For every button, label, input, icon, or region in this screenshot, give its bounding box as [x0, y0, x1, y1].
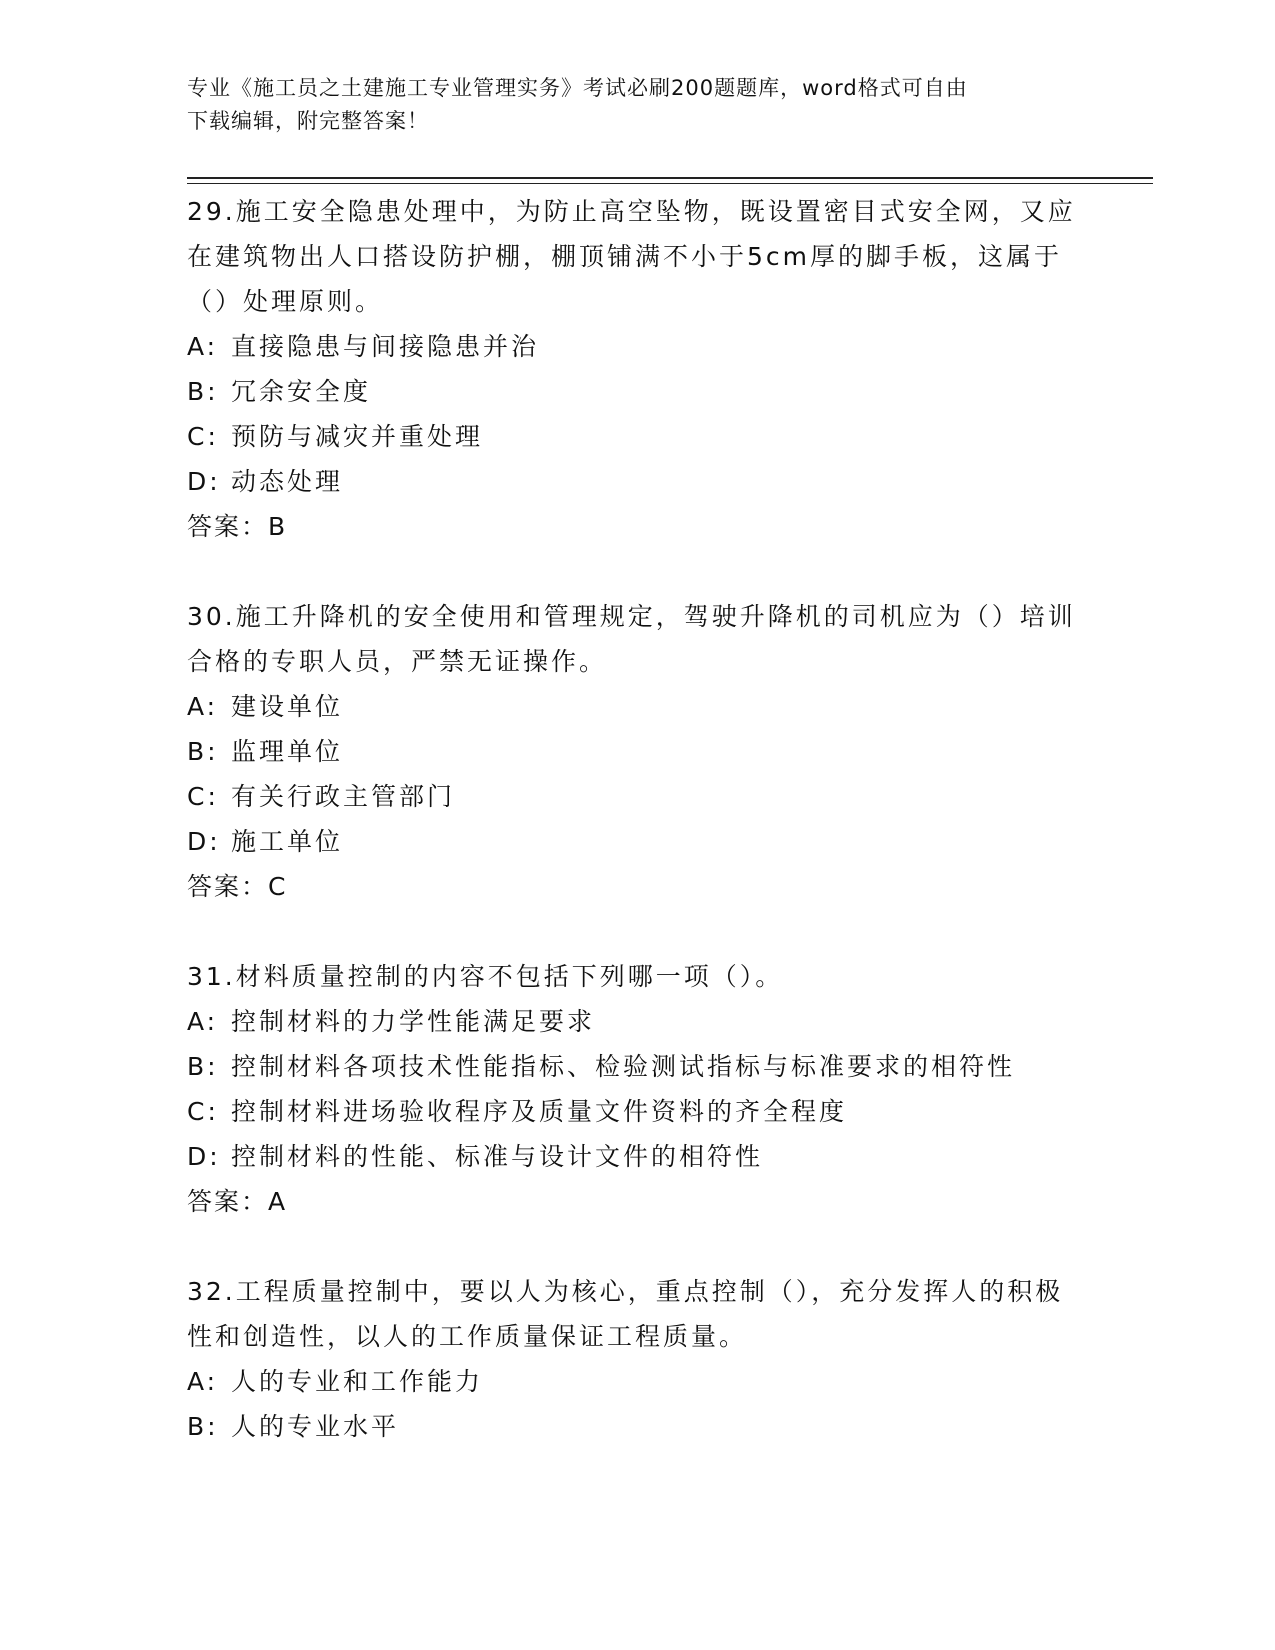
option-a — [187, 999, 1087, 1044]
option-key: A: — [187, 1007, 219, 1036]
spacer — [187, 549, 1087, 594]
question-list — [187, 189, 1087, 1449]
option-text: 施工单位 — [231, 827, 344, 856]
option-d — [187, 819, 1087, 864]
option-key: D: — [187, 467, 221, 496]
option-key: A: — [187, 692, 219, 721]
option-key: C: — [187, 782, 219, 811]
option-key: C: — [187, 1097, 219, 1126]
option-a — [187, 684, 1087, 729]
option-text: 直接隐患与间接隐患并治 — [231, 332, 540, 361]
header-divider-thin — [187, 183, 1153, 184]
question-stem: 30.施工升降机的安全使用和管理规定，驾驶升降机的司机应为（）培训合格的专职人员，严禁无证操作。 — [187, 602, 1076, 676]
answer-line: 答案：A — [187, 1187, 288, 1216]
option-b — [187, 729, 1087, 774]
header-line-2: 下载编辑，附完整答案！ — [187, 109, 429, 133]
spacer — [187, 909, 1087, 954]
answer-line: 答案：C — [187, 872, 288, 901]
option-c — [187, 1089, 1087, 1134]
question-item — [187, 1269, 1087, 1449]
option-key: C: — [187, 422, 219, 451]
option-text: 控制材料的性能、标准与设计文件的相符性 — [231, 1142, 764, 1171]
option-d — [187, 459, 1087, 504]
option-text: 建设单位 — [231, 692, 344, 721]
option-d — [187, 1134, 1087, 1179]
option-text: 控制材料各项技术性能指标、检验测试指标与标准要求的相符性 — [231, 1052, 1016, 1081]
option-c — [187, 414, 1087, 459]
option-c — [187, 774, 1087, 819]
option-text: 控制材料的力学性能满足要求 — [231, 1007, 596, 1036]
option-text: 冗余安全度 — [231, 377, 372, 406]
option-a — [187, 1359, 1087, 1404]
option-a — [187, 324, 1087, 369]
header-line-1: 专业《施工员之土建施工专业管理实务》考试必刷200题题库，word格式可自由 — [187, 76, 968, 100]
option-text: 监理单位 — [231, 737, 344, 766]
option-key: D: — [187, 827, 221, 856]
option-key: A: — [187, 1367, 219, 1396]
option-text: 动态处理 — [231, 467, 344, 496]
option-key: D: — [187, 1142, 221, 1171]
option-key: B: — [187, 377, 219, 406]
question-item — [187, 189, 1087, 549]
header-divider-thick — [187, 177, 1153, 179]
question-stem: 32.工程质量控制中，要以人为核心，重点控制（），充分发挥人的积极性和创造性，以人的工作质量保证工程质量。 — [187, 1277, 1064, 1351]
option-key: B: — [187, 737, 219, 766]
answer-line: 答案：B — [187, 512, 288, 541]
option-b — [187, 1404, 1087, 1449]
option-text: 人的专业和工作能力 — [231, 1367, 484, 1396]
option-text: 预防与减灾并重处理 — [231, 422, 484, 451]
option-b — [187, 369, 1087, 414]
question-item — [187, 954, 1087, 1224]
question-item — [187, 594, 1087, 909]
option-key: B: — [187, 1052, 219, 1081]
option-text: 控制材料进场验收程序及质量文件资料的齐全程度 — [231, 1097, 848, 1126]
option-key: A: — [187, 332, 219, 361]
option-text: 人的专业水平 — [231, 1412, 400, 1441]
option-b — [187, 1044, 1087, 1089]
question-stem: 31.材料质量控制的内容不包括下列哪一项（）。 — [187, 962, 784, 991]
spacer — [187, 1224, 1087, 1269]
document-header — [187, 72, 1067, 138]
option-key: B: — [187, 1412, 219, 1441]
question-stem: 29.施工安全隐患处理中，为防止高空坠物，既设置密目式安全网，又应在建筑物出人口搭设防护棚，棚顶铺满不小于5cm厚的脚手板，这属于（）处理原则。 — [187, 197, 1076, 316]
option-text: 有关行政主管部门 — [231, 782, 456, 811]
